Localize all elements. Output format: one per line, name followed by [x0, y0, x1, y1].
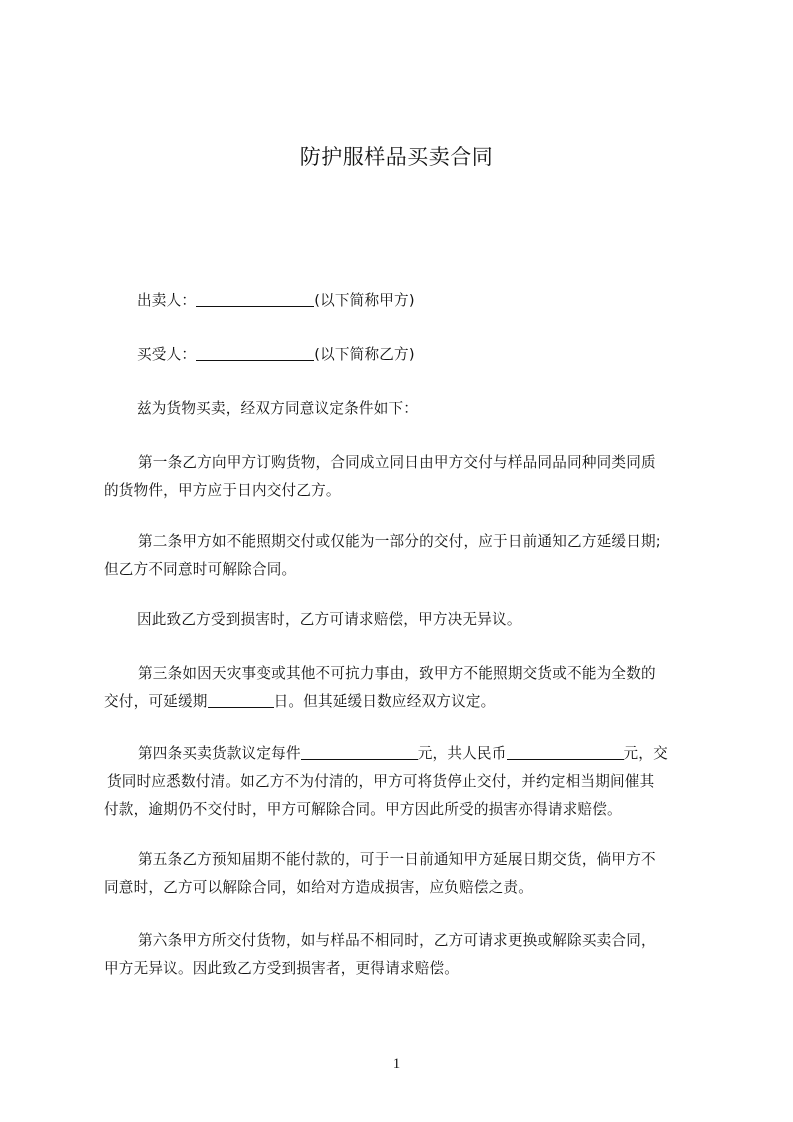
page-number: 1	[392, 1056, 401, 1072]
article-3-line-2	[104, 688, 696, 716]
article-3-line-1: 第三条如因天灾事变或其他不可抗力事由，致甲方不能照期交货或不能为全数的	[138, 665, 656, 682]
compensation-note-text: 因此致乙方受到损害时，乙方可请求赔偿，甲方决无异议。	[137, 611, 522, 628]
seller-line	[104, 287, 696, 315]
article-3-line-2-suffix: 日。但其延缓日数应经双方议定。	[273, 693, 496, 710]
article-2	[104, 528, 696, 584]
buyer-line	[104, 341, 696, 369]
preamble	[104, 395, 696, 423]
buyer-line-text	[104, 341, 696, 369]
article-5-line-2: 同意时，乙方可以解除合同，如给对方造成损害，应负赔偿之责。	[104, 879, 534, 896]
article-4-line-1-prefix: 第四条买卖货款议定每件	[138, 745, 301, 762]
article-6	[104, 927, 696, 983]
buyer-label: 买受人：	[137, 346, 197, 363]
article-6-line-1: 第六条甲方所交付货物，如与样品不相同时，乙方可请求更换或解除买卖合同，	[138, 932, 656, 949]
article-3	[104, 660, 696, 716]
article-4	[104, 740, 696, 824]
delay-days-blank[interactable]	[208, 691, 274, 708]
article-1-line-1: 第一条乙方向甲方订购货物，合同成立同日由甲方交付与样品同品同种同类同质	[138, 454, 656, 471]
total-amount-blank[interactable]	[507, 743, 624, 760]
seller-line-text	[104, 287, 696, 315]
article-1	[104, 449, 696, 505]
article-2-line-2: 但乙方不同意时可解除合同。	[104, 561, 297, 578]
seller-label: 出卖人：	[137, 292, 197, 309]
article-4-line-3: 付款，逾期仍不交付时，甲方可解除合同。甲方因此所受的损害亦得请求赔偿。	[104, 801, 622, 818]
unit-price-blank[interactable]	[301, 743, 418, 760]
seller-name-blank[interactable]	[196, 290, 314, 307]
article-5-line-1: 第五条乙方预知届期不能付款的，可于一日前通知甲方延展日期交货，倘甲方不	[138, 851, 656, 868]
article-4-line-1-mid: 元，共人民币	[417, 745, 507, 762]
article-2-line-1: 第二条甲方如不能照期交付或仅能为一部分的交付，应于日前通知乙方延缓日期;	[138, 533, 661, 550]
preamble-text: 兹为货物买卖，经双方同意议定条件如下：	[137, 400, 419, 417]
article-4-line-1	[104, 740, 696, 768]
article-6-line-2: 甲方无异议。因此致乙方受到损害者，更得请求赔偿。	[104, 960, 460, 977]
seller-suffix: (以下简称甲方)	[314, 292, 415, 309]
compensation-note	[104, 606, 696, 634]
buyer-name-blank[interactable]	[196, 344, 314, 361]
article-5	[104, 846, 696, 902]
document-title: 防护服样品买卖合同	[299, 145, 494, 169]
article-4-line-2: 货同时应悉数付清。如乙方不为付清的，甲方可将货停止交付，并约定相当期间催其	[107, 773, 655, 790]
article-1-line-2: 的货物件，甲方应于日内交付乙方。	[104, 482, 341, 499]
article-4-line-1-suffix: 元，交	[623, 745, 668, 762]
article-3-line-2-prefix: 交付，可延缓期	[104, 693, 208, 710]
buyer-suffix: (以下简称乙方)	[314, 346, 415, 363]
